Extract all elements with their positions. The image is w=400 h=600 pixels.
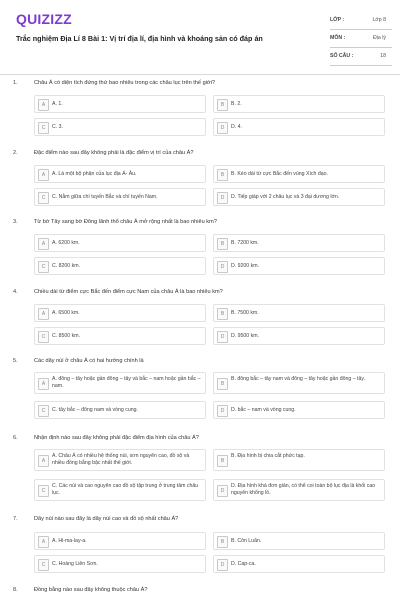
option-a[interactable] bbox=[34, 234, 206, 252]
option-letter: B bbox=[217, 378, 228, 390]
question-number: 4. bbox=[13, 289, 18, 295]
option-letter: A bbox=[38, 536, 49, 548]
option-letter: C bbox=[38, 261, 49, 273]
option-text: A. 6200 km. bbox=[52, 240, 80, 246]
option-letter: D bbox=[217, 331, 228, 343]
meta-row-subject bbox=[330, 30, 392, 48]
question-number: 6. bbox=[13, 435, 18, 441]
option-a[interactable] bbox=[34, 532, 206, 550]
option-letter: B bbox=[217, 308, 228, 320]
meta-value: 18 bbox=[380, 53, 386, 59]
option-a[interactable] bbox=[34, 304, 206, 322]
option-text: A. Hi-ma-lay-a. bbox=[52, 538, 87, 544]
option-letter: A bbox=[38, 455, 49, 467]
option-letter: D bbox=[217, 261, 228, 273]
option-b[interactable] bbox=[213, 165, 385, 183]
meta-row-count bbox=[330, 48, 392, 66]
meta-key: MÔN : bbox=[330, 35, 346, 41]
option-letter: C bbox=[38, 405, 49, 417]
question-number: 1. bbox=[13, 80, 18, 86]
option-letter: D bbox=[217, 485, 228, 497]
option-text: D. Địa hình khá đơn giản, có thể coi toàn bộ lục địa là khối cao nguyên khổng lồ. bbox=[231, 483, 376, 496]
question-text: Từ bờ Tây sang bờ Đông lãnh thổ châu Á mở rộng nhất là bao nhiêu km? bbox=[34, 219, 217, 225]
option-letter: A bbox=[38, 238, 49, 250]
question-number: 3. bbox=[13, 219, 18, 225]
option-letter: C bbox=[38, 559, 49, 571]
option-letter: B bbox=[217, 169, 228, 181]
question-text: Đặc điểm nào sau đây không phải là đặc điểm vị trí của châu Á? bbox=[34, 150, 194, 156]
option-letter: B bbox=[217, 238, 228, 250]
option-letter: B bbox=[217, 536, 228, 548]
option-letter: C bbox=[38, 485, 49, 497]
option-c[interactable] bbox=[34, 327, 206, 345]
meta-value: Địa lý bbox=[373, 35, 386, 41]
option-text: C. Các núi và cao nguyên cao đồ sộ tập trung ở trung tâm châu lục. bbox=[52, 483, 199, 496]
option-d[interactable] bbox=[213, 555, 385, 573]
option-text: A. Là một bộ phận của lục địa Á- Âu. bbox=[52, 171, 137, 177]
question-text: Dãy núi nào sau đây là dãy núi cao và đồ sộ nhất châu Á? bbox=[34, 516, 179, 522]
option-letter: A bbox=[38, 99, 49, 111]
meta-value: Lớp 8 bbox=[372, 17, 386, 23]
option-d[interactable] bbox=[213, 257, 385, 275]
option-c[interactable] bbox=[34, 257, 206, 275]
question-text: Nhận định nào sau đây không phải đặc điểm địa hình của châu Á? bbox=[34, 435, 199, 441]
option-text: C. Nằm giữa chí tuyến Bắc và chí tuyến Nam. bbox=[52, 194, 158, 200]
option-b[interactable] bbox=[213, 372, 385, 394]
option-c[interactable] bbox=[34, 479, 206, 501]
question-text: Châu Á có diện tích đứng thứ bao nhiêu trong các châu lục trên thế giới? bbox=[34, 80, 215, 86]
option-text: C. 8200 km. bbox=[52, 263, 80, 269]
option-b[interactable] bbox=[213, 304, 385, 322]
option-d[interactable] bbox=[213, 188, 385, 206]
option-letter: A bbox=[38, 169, 49, 181]
option-text: D. Tiếp giáp với 2 châu lục và 3 đại dương lớn. bbox=[231, 194, 340, 200]
option-c[interactable] bbox=[34, 401, 206, 419]
option-letter: B bbox=[217, 455, 228, 467]
option-b[interactable] bbox=[213, 95, 385, 113]
option-c[interactable] bbox=[34, 188, 206, 206]
option-letter: D bbox=[217, 192, 228, 204]
question-text: Chiều dài từ điểm cực Bắc đến điểm cực Nam của châu Á là bao nhiêu km? bbox=[34, 289, 223, 295]
option-b[interactable] bbox=[213, 234, 385, 252]
option-letter: C bbox=[38, 192, 49, 204]
meta-key: SỐ CÂU : bbox=[330, 53, 354, 59]
page-title: Trắc nghiệm Địa Lí 8 Bài 1: Vị trí địa lí, địa hình và khoáng sản có đáp án bbox=[16, 34, 263, 43]
option-letter: C bbox=[38, 331, 49, 343]
option-a[interactable] bbox=[34, 449, 206, 471]
meta-key: LỚP : bbox=[330, 17, 345, 23]
option-letter: D bbox=[217, 122, 228, 134]
option-text: B. Địa hình bị chia cắt phức tạp. bbox=[231, 453, 305, 459]
option-d[interactable] bbox=[213, 118, 385, 136]
option-letter: D bbox=[217, 405, 228, 417]
option-letter: A bbox=[38, 378, 49, 390]
option-text: C. 8500 km. bbox=[52, 333, 80, 339]
meta-table bbox=[330, 12, 392, 66]
option-text: D. bắc – nam và vòng cung. bbox=[231, 407, 296, 413]
option-text: C. Hoàng Liên Sơn. bbox=[52, 561, 98, 567]
option-a[interactable] bbox=[34, 95, 206, 113]
option-letter: D bbox=[217, 559, 228, 571]
option-letter: C bbox=[38, 122, 49, 134]
option-text: B. Kéo dài từ cực Bắc đến vùng Xích đạo. bbox=[231, 171, 328, 177]
option-a[interactable] bbox=[34, 372, 206, 394]
option-text: A. 1. bbox=[52, 101, 63, 107]
option-text: B. 2. bbox=[231, 101, 242, 107]
option-b[interactable] bbox=[213, 449, 385, 471]
question-number: 2. bbox=[13, 150, 18, 156]
option-d[interactable] bbox=[213, 327, 385, 345]
question-number: 8. bbox=[13, 587, 18, 593]
option-text: C. tây bắc – đông nam và vòng cung. bbox=[52, 407, 138, 413]
question-text: Các dãy núi ở châu Á có hai hướng chính là bbox=[34, 358, 144, 364]
option-d[interactable] bbox=[213, 479, 385, 501]
option-d[interactable] bbox=[213, 401, 385, 419]
option-text: B. 7500 km. bbox=[231, 310, 259, 316]
option-a[interactable] bbox=[34, 165, 206, 183]
option-c[interactable] bbox=[34, 118, 206, 136]
option-text: D. 4. bbox=[231, 124, 242, 130]
question-number: 5. bbox=[13, 358, 18, 364]
option-text: A. đông – tây hoặc gần đông – tây và bắc – nam hoặc gần bắc – nam. bbox=[52, 376, 201, 389]
option-letter: B bbox=[217, 99, 228, 111]
question-number: 7. bbox=[13, 516, 18, 522]
question-text: Đồng bằng nào sau đây không thuộc châu Á? bbox=[34, 587, 148, 593]
option-text: D. Cap-ca. bbox=[231, 561, 256, 567]
option-text: B. 7200 km. bbox=[231, 240, 259, 246]
option-text: C. 3. bbox=[52, 124, 63, 130]
option-text: A. 6500 km. bbox=[52, 310, 80, 316]
meta-row-class bbox=[330, 12, 392, 30]
option-text: B. đông bắc – tây nam và đông – tây hoặc gần đông – tây. bbox=[231, 376, 366, 382]
option-c[interactable] bbox=[34, 555, 206, 573]
option-text: A. Châu Á có nhiều hệ thống núi, sơn nguyên cao, đồ sộ và nhiều đồng bằng bậc nhất thế giới. bbox=[52, 453, 190, 466]
option-letter: A bbox=[38, 308, 49, 320]
option-text: D. 9500 km. bbox=[231, 333, 259, 339]
option-text: B. Côn Luân. bbox=[231, 538, 262, 544]
page-header bbox=[0, 0, 400, 75]
quizizz-logo: QUIZIZZ bbox=[16, 11, 72, 27]
option-text: D. 9200 km. bbox=[231, 263, 259, 269]
option-b[interactable] bbox=[213, 532, 385, 550]
